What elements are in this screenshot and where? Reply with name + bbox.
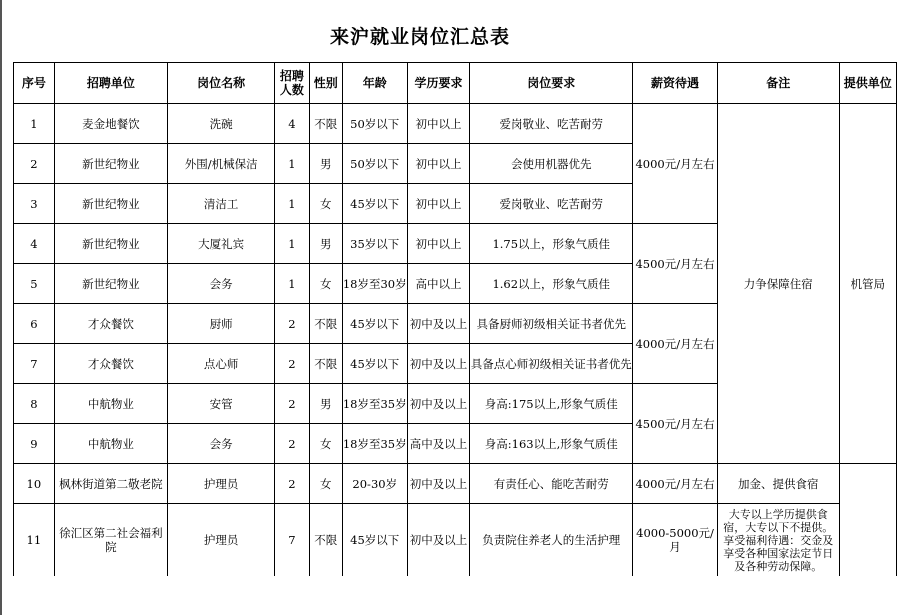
cell-unit: 徐汇区第二社会福利院	[54, 504, 167, 577]
cell-gender: 女	[309, 264, 342, 304]
cell-gender: 女	[309, 464, 342, 504]
cell-salary-merged: 4000元/月左右	[633, 104, 718, 224]
cell-age: 45岁以下	[342, 504, 407, 577]
cell-education: 初中及以上	[407, 504, 470, 577]
cell-seq: 7	[14, 344, 55, 384]
cell-provider-empty	[839, 464, 896, 577]
cell-count: 1	[275, 224, 309, 264]
cell-position: 点心师	[168, 344, 275, 384]
cell-count: 7	[275, 504, 309, 577]
cell-unit: 才众餐饮	[54, 344, 167, 384]
cell-position: 大厦礼宾	[168, 224, 275, 264]
table-row	[14, 504, 897, 577]
cell-education: 初中以上	[407, 104, 470, 144]
cell-education: 高中及以上	[407, 424, 470, 464]
cell-position: 外围/机械保洁	[168, 144, 275, 184]
cell-remark: 大专以上学历提供食宿，大专以下不提供。享受福利待遇：交金及享受各种国家法定节日及各种劳动保障。	[717, 504, 839, 577]
cell-unit: 枫林街道第二敬老院	[54, 464, 167, 504]
header-requirement: 岗位要求	[470, 63, 633, 104]
cell-requirement: 爱岗敬业、吃苦耐劳	[470, 104, 633, 144]
cell-unit: 新世纪物业	[54, 184, 167, 224]
cell-count: 2	[275, 464, 309, 504]
cell-count: 1	[275, 264, 309, 304]
cell-age: 20-30岁	[342, 464, 407, 504]
cell-position: 会务	[168, 264, 275, 304]
header-remark: 备注	[717, 63, 839, 104]
cell-age: 50岁以下	[342, 144, 407, 184]
cell-salary: 4000-5000元/月	[633, 504, 718, 577]
cell-provider-merged: 机管局	[839, 104, 896, 464]
cell-education: 高中以上	[407, 264, 470, 304]
cell-seq: 4	[14, 224, 55, 264]
header-count: 招聘人数	[275, 63, 309, 104]
header-age: 年龄	[342, 63, 407, 104]
cell-age: 50岁以下	[342, 104, 407, 144]
cell-seq: 9	[14, 424, 55, 464]
cell-count: 2	[275, 304, 309, 344]
cell-gender: 男	[309, 144, 342, 184]
cell-education: 初中以上	[407, 144, 470, 184]
cell-requirement: 有责任心、能吃苦耐劳	[470, 464, 633, 504]
cell-age: 18岁至35岁	[342, 424, 407, 464]
cell-position: 护理员	[168, 464, 275, 504]
cell-gender: 不限	[309, 504, 342, 577]
header-position: 岗位名称	[168, 63, 275, 104]
cell-requirement: 具备厨师初级相关证书者优先	[470, 304, 633, 344]
cell-seq: 2	[14, 144, 55, 184]
cell-requirement: 爱岗敬业、吃苦耐劳	[470, 184, 633, 224]
cell-unit: 才众餐饮	[54, 304, 167, 344]
cell-position: 安管	[168, 384, 275, 424]
cell-salary-merged: 4000元/月左右	[633, 304, 718, 384]
cell-gender: 男	[309, 224, 342, 264]
cell-count: 2	[275, 424, 309, 464]
cell-seq: 6	[14, 304, 55, 344]
header-provider: 提供单位	[839, 63, 896, 104]
table-row	[14, 464, 897, 504]
cell-requirement: 负责院住养老人的生活护理	[470, 504, 633, 577]
cell-position: 洗碗	[168, 104, 275, 144]
cell-seq: 8	[14, 384, 55, 424]
cell-position: 厨师	[168, 304, 275, 344]
cell-requirement: 1.62以上，形象气质佳	[470, 264, 633, 304]
cell-count: 4	[275, 104, 309, 144]
jobs-table	[13, 62, 897, 576]
cell-age: 35岁以下	[342, 224, 407, 264]
header-salary: 薪资待遇	[633, 63, 718, 104]
cell-education: 初中及以上	[407, 384, 470, 424]
cell-position: 清洁工	[168, 184, 275, 224]
cell-gender: 不限	[309, 304, 342, 344]
cell-unit: 新世纪物业	[54, 224, 167, 264]
cell-seq: 5	[14, 264, 55, 304]
cell-seq: 10	[14, 464, 55, 504]
cell-count: 1	[275, 144, 309, 184]
cell-unit: 新世纪物业	[54, 264, 167, 304]
cell-salary-merged: 4500元/月左右	[633, 384, 718, 464]
cell-requirement: 会使用机器优先	[470, 144, 633, 184]
cell-age: 18岁至35岁	[342, 384, 407, 424]
cell-age: 45岁以下	[342, 344, 407, 384]
cell-position: 护理员	[168, 504, 275, 577]
cell-gender: 女	[309, 424, 342, 464]
cell-education: 初中及以上	[407, 344, 470, 384]
cell-gender: 男	[309, 384, 342, 424]
cell-requirement: 1.75以上，形象气质佳	[470, 224, 633, 264]
cell-count: 1	[275, 184, 309, 224]
cell-salary: 4000元/月左右	[633, 464, 718, 504]
cell-age: 18岁至30岁	[342, 264, 407, 304]
header-unit: 招聘单位	[54, 63, 167, 104]
cell-education: 初中以上	[407, 184, 470, 224]
cell-remark: 加金、提供食宿	[717, 464, 839, 504]
cell-count: 2	[275, 344, 309, 384]
cell-gender: 女	[309, 184, 342, 224]
cell-education: 初中及以上	[407, 304, 470, 344]
cell-remark-merged: 力争保障住宿	[717, 104, 839, 464]
cell-unit: 中航物业	[54, 424, 167, 464]
cell-age: 45岁以下	[342, 184, 407, 224]
window-left-edge	[0, 0, 2, 615]
header-seq: 序号	[14, 63, 55, 104]
cell-requirement: 身高:163以上,形象气质佳	[470, 424, 633, 464]
cell-seq: 1	[14, 104, 55, 144]
cell-unit: 麦金地餐饮	[54, 104, 167, 144]
cell-count: 2	[275, 384, 309, 424]
cell-unit: 新世纪物业	[54, 144, 167, 184]
cell-requirement: 身高:175以上,形象气质佳	[470, 384, 633, 424]
cell-position: 会务	[168, 424, 275, 464]
header-row	[14, 63, 897, 104]
page-title: 来沪就业岗位汇总表	[329, 26, 510, 48]
cell-seq: 3	[14, 184, 55, 224]
cell-requirement: 具备点心师初级相关证书者优先	[470, 344, 633, 384]
header-gender: 性别	[309, 63, 342, 104]
cell-education: 初中以上	[407, 224, 470, 264]
cell-education: 初中及以上	[407, 464, 470, 504]
cell-seq: 11	[14, 504, 55, 577]
table-row	[14, 104, 897, 144]
cell-salary-merged: 4500元/月左右	[633, 224, 718, 304]
header-education: 学历要求	[407, 63, 470, 104]
cell-age: 45岁以下	[342, 304, 407, 344]
cell-unit: 中航物业	[54, 384, 167, 424]
cell-gender: 不限	[309, 104, 342, 144]
cell-gender: 不限	[309, 344, 342, 384]
